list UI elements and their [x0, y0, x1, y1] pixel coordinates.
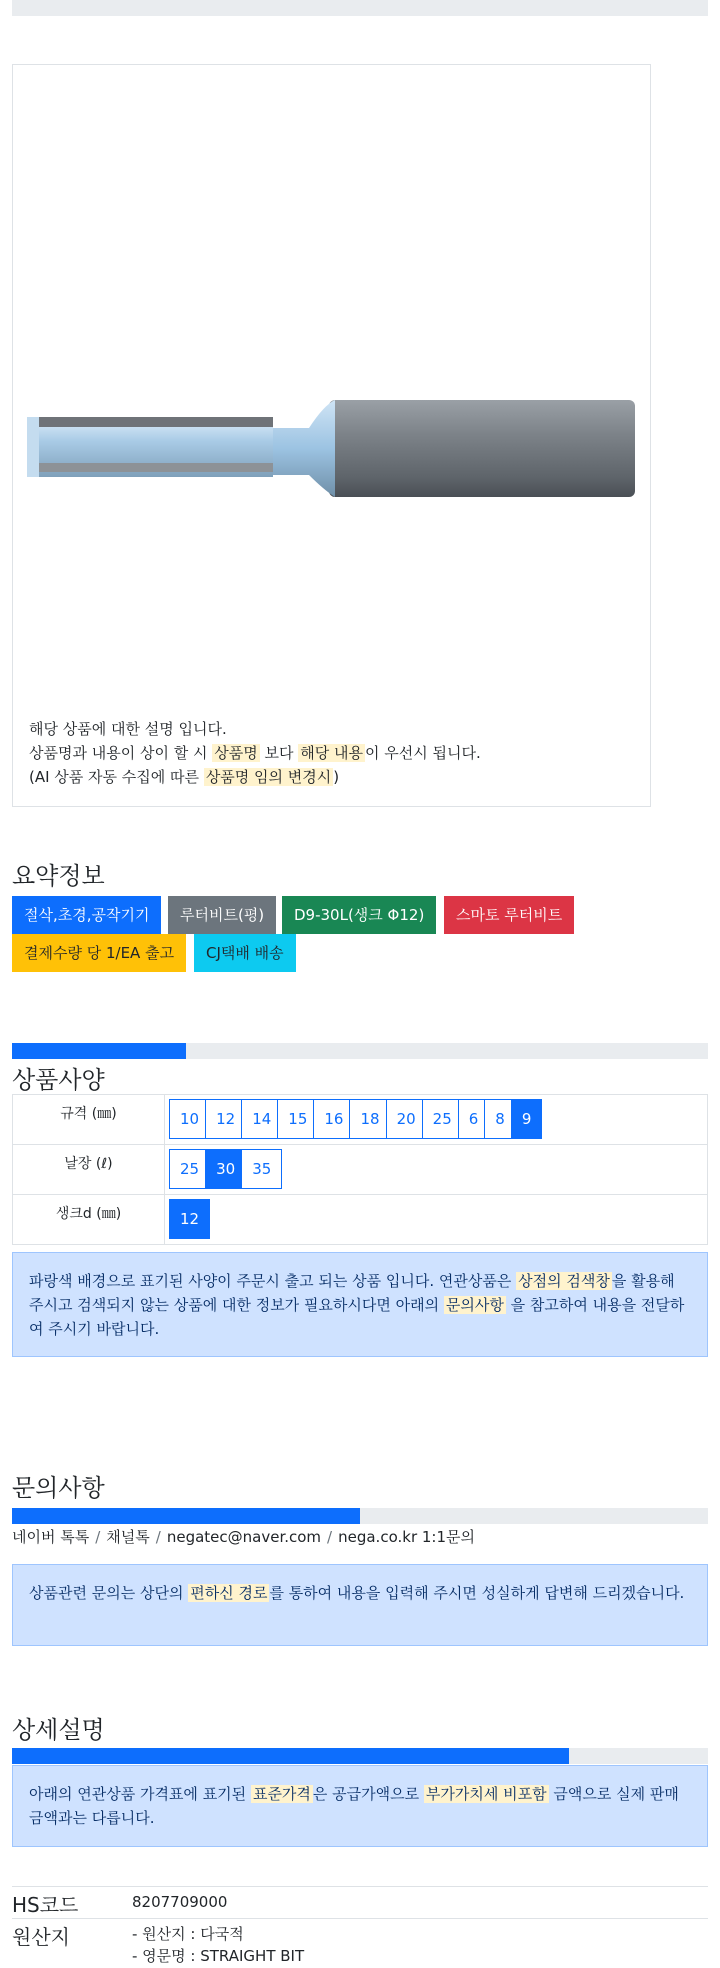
spec-option[interactable]: 25 [422, 1099, 463, 1139]
separator: / [327, 1528, 333, 1546]
spec-row [13, 1145, 708, 1195]
hs-code-row [12, 1886, 708, 1918]
router-bit-image [19, 325, 639, 505]
summary-tag: 절삭,초경,공작기기 [12, 896, 161, 934]
origin-line-1: - 원산지 : 다국적 [132, 1925, 244, 1943]
spec-label: 날장 (ℓ) [13, 1145, 165, 1195]
summary-tag: 스마토 루터비트 [444, 896, 574, 934]
detail-notice: 아래의 연관상품 가격표에 표기된 표준가격 은 공급가액으로 부가가치세 비포함 금액으로 실제 판매금액과는 다릅니다. [12, 1765, 708, 1847]
spec-table [12, 1094, 708, 1245]
spec-title: 상품사양 [12, 1066, 105, 1094]
spec-row [13, 1095, 708, 1145]
spec-option[interactable]: 16 [313, 1099, 354, 1139]
desc-line-1: 해당 상품에 대한 설명 입니다. [29, 720, 227, 738]
desc-line-3: (AI 상품 자동 수집에 따른 상품명 임의 변경시 ) [29, 768, 340, 786]
inquiry-progress [12, 1508, 708, 1524]
detail-progress [12, 1748, 708, 1764]
spec-option[interactable]: 35 [241, 1149, 282, 1189]
spec-label: 규격 (㎜) [13, 1095, 165, 1145]
spec-options [165, 1195, 708, 1245]
contact-channel[interactable]: 채널톡 [106, 1528, 150, 1546]
spec-progress [12, 1043, 708, 1059]
hs-code-label: HS코드 [12, 1893, 79, 1917]
inquiry-notice: 상품관련 문의는 상단의 편하신 경로 를 통하여 내용을 입력해 주시면 성실하게 답변해 드리겠습니다. [12, 1564, 708, 1646]
spec-option[interactable]: 30 [205, 1149, 246, 1189]
desc-line-2: 상품명과 내용이 상이 할 시 상품명 보다 해당 내용 이 우선시 됩니다. [29, 744, 481, 762]
contact-channels [12, 1526, 475, 1547]
hs-code-value: 8207709000 [132, 1893, 228, 1911]
spec-option[interactable]: 12 [169, 1199, 210, 1239]
summary-tag: 결제수량 당 1/EA 출고 [12, 934, 186, 972]
summary-tag: 루터비트(평) [168, 896, 276, 934]
inquiry-title: 문의사항 [12, 1474, 105, 1502]
spec-option[interactable]: 25 [169, 1149, 210, 1189]
summary-tag: D9-30L(생크 Φ12) [282, 896, 436, 934]
origin-value [132, 1923, 304, 1967]
product-description [29, 717, 639, 789]
spec-options [165, 1095, 708, 1145]
spec-option[interactable]: 15 [277, 1099, 318, 1139]
separator: / [155, 1528, 161, 1546]
origin-row [12, 1918, 708, 1968]
spec-notice: 파랑색 배경으로 표기된 사양이 주문시 출고 되는 상품 입니다. 연관상품은 상점의 검색창 을 활용해 주시고 검색되지 않는 상품에 대한 정보가 필요하시다면 아래의 문의사항 을 참고하여 내용을 전달하여 주시기 바랍니다. [12, 1252, 708, 1357]
origin-line-2: - 영문명 : STRAIGHT BIT [132, 1947, 305, 1965]
separator: / [95, 1528, 101, 1546]
spec-option[interactable]: 8 [484, 1099, 516, 1139]
spec-option[interactable]: 14 [241, 1099, 282, 1139]
spec-option[interactable]: 10 [169, 1099, 210, 1139]
spec-option[interactable]: 20 [386, 1099, 427, 1139]
spec-option[interactable]: 18 [349, 1099, 390, 1139]
top-progress-bar [12, 0, 708, 16]
spec-label: 생크d (㎜) [13, 1195, 165, 1245]
spec-options [165, 1145, 708, 1195]
summary-title: 요약정보 [12, 862, 105, 890]
spec-option[interactable]: 6 [458, 1099, 490, 1139]
summary-tag: CJ택배 배송 [194, 934, 296, 972]
spec-option[interactable]: 12 [205, 1099, 246, 1139]
contact-channel[interactable]: 네이버 톡톡 [12, 1528, 90, 1546]
contact-channel[interactable]: nega.co.kr 1:1문의 [338, 1528, 475, 1546]
spec-option[interactable]: 9 [511, 1099, 543, 1139]
detail-title: 상세설명 [12, 1716, 105, 1744]
product-card [12, 64, 651, 807]
spec-row [13, 1195, 708, 1245]
contact-channel[interactable]: negatec@naver.com [166, 1528, 322, 1546]
origin-label: 원산지 [12, 1925, 70, 1949]
